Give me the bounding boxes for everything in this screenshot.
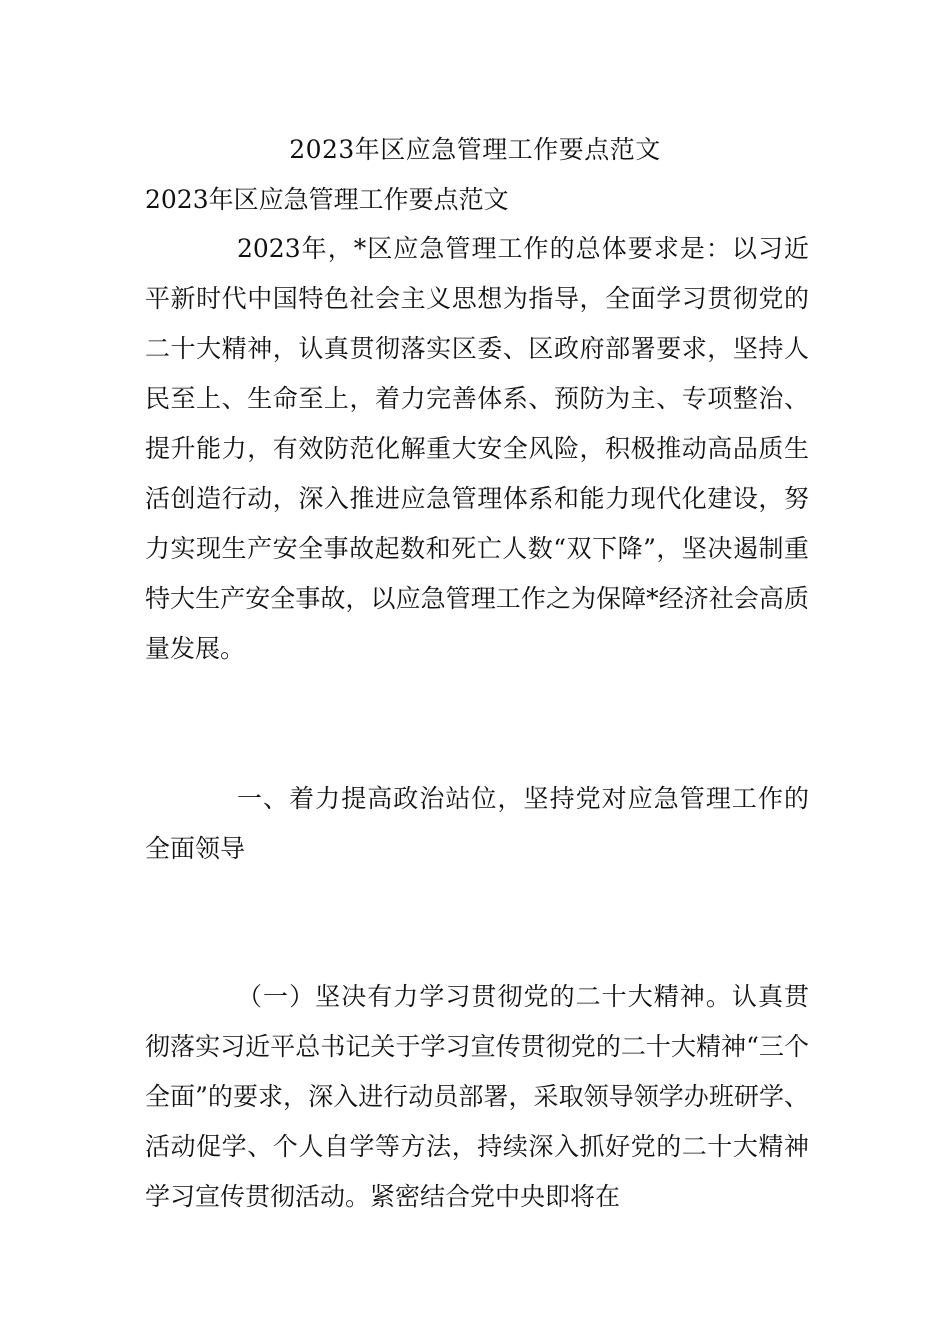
subsection-paragraph-1: （一）坚决有力学习贯彻党的二十大精神。认真贯彻落实习近平总书记关于学习宣传贯彻党的二十大精神“三个全面”的要求，深入进行动员部署，采取领导领学办班研学、活动促学、个人自学等方法，持续深入抓好党的二十大精神学习宣传贯彻活动。紧密结合党中央即将在 <box>145 982 809 1211</box>
document-title: 2023年区应急管理工作要点范文 <box>289 135 661 164</box>
document-subtitle: 2023年区应急管理工作要点范文 <box>145 185 509 214</box>
intro-paragraph: 2023年，*区应急管理工作的总体要求是：以习近平新时代中国特色社会主义思想为指导，全面学习贯彻党的二十大精神，认真贯彻落实区委、区政府部署要求，坚持人民至上、生命至上，着力完善体系、预防为主、专项整治、提升能力，有效防范化解重大安全风险，积极推动高品质生活创造行动，深入推进应急管理体系和能力现代化建设，努力实现生产安全事故起数和死亡人数“双下降”，坚决遏制重特大生产安全事故，以应急管理工作之为保障*经济社会高质量发展。 <box>145 234 809 663</box>
section-heading-1: 一、着力提高政治站位，坚持党对应急管理工作的全面领导 <box>145 784 809 863</box>
